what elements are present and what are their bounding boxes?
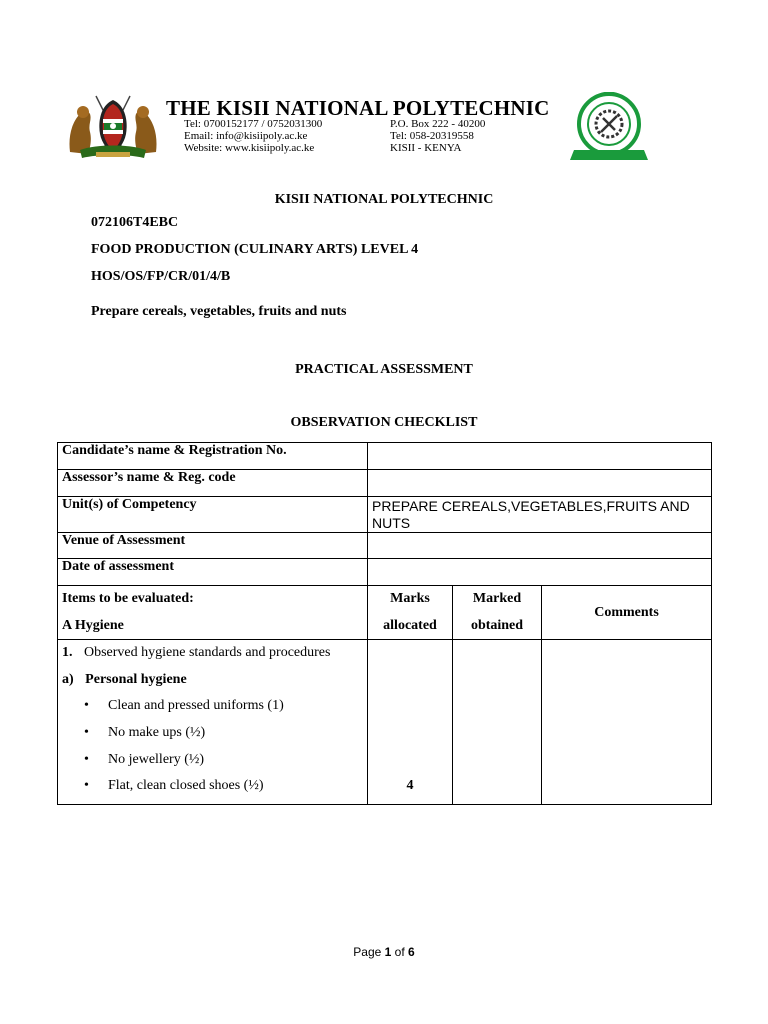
table-row: [58, 533, 712, 559]
letterhead-po-box: P.O. Box 222 - 40200: [390, 118, 486, 130]
page-number: 1: [384, 945, 392, 959]
course-code: 072106T4EBC: [91, 215, 179, 230]
table-row: [58, 470, 712, 497]
bullet-icon: •: [84, 724, 89, 740]
course-title: FOOD PRODUCTION (CULINARY ARTS) LEVEL 4: [91, 242, 419, 257]
items-label: Items to be evaluated:: [62, 591, 194, 606]
date-value-cell: [368, 559, 712, 586]
sub-text: Personal hygiene: [85, 671, 187, 687]
bullet-text: No jewellery (½): [108, 751, 205, 767]
hygiene-items-cell: [58, 640, 368, 805]
item-text: Observed hygiene standards and procedures: [84, 645, 331, 661]
list-item: [62, 773, 363, 800]
candidate-value-cell: [368, 443, 712, 470]
bullet-text: Clean and pressed uniforms (1): [108, 698, 284, 714]
date-label: Date of assessment: [58, 559, 368, 586]
unit-label: Unit(s) of Competency: [58, 497, 368, 533]
bullet-icon: •: [84, 698, 89, 714]
marks-allocated-value: 4: [368, 640, 453, 805]
letterhead-contacts-right: [390, 118, 485, 154]
bullet-text: No make ups (½): [108, 724, 206, 740]
assessor-value-cell: [368, 470, 712, 497]
list-item: [62, 747, 363, 774]
list-item: [62, 720, 363, 747]
venue-value-cell: [368, 533, 712, 559]
checklist-heading: OBSERVATION CHECKLIST: [290, 415, 478, 430]
table-header-row: [58, 586, 712, 640]
letterhead-tel2: Tel: 058-20319558: [390, 130, 474, 142]
page-word: Page: [353, 945, 382, 959]
marks-header-line1: Marks: [390, 591, 430, 606]
list-item: [62, 640, 363, 667]
candidate-label: Candidate’s name & Registration No.: [58, 443, 368, 470]
comments-header: Comments: [542, 586, 712, 640]
assessor-label: Assessor’s name & Reg. code: [58, 470, 368, 497]
marks-header-line2: allocated: [383, 617, 437, 633]
institution-title: KISII NATIONAL POLYTECHNIC: [274, 192, 494, 207]
total-pages: 6: [408, 945, 415, 959]
assessment-heading: PRACTICAL ASSESSMENT: [295, 362, 473, 377]
letterhead-tel: Tel: 0700152177 / 0752031300: [184, 118, 323, 130]
table-row: [58, 640, 712, 805]
list-item: [62, 693, 363, 720]
of-word: of: [394, 945, 405, 959]
letterhead-location: KISII - KENYA: [390, 142, 462, 154]
page-footer: [0, 945, 768, 959]
marked-header-line1: Marked: [472, 591, 522, 606]
sub-letter: a): [62, 671, 74, 687]
letterhead: [66, 90, 656, 165]
letterhead-email: Email: info@kisiipoly.ac.ke: [184, 130, 308, 142]
letterhead-contacts-left: [184, 118, 322, 154]
table-row: [58, 497, 712, 533]
items-header-cell: [58, 586, 368, 640]
bullet-icon: •: [84, 778, 89, 794]
marked-obtained-header: [453, 586, 542, 640]
item-number: 1.: [62, 645, 73, 661]
letterhead-name: THE KISII NATIONAL POLYTECHNIC: [166, 96, 550, 120]
observation-checklist-table: [57, 442, 712, 805]
letterhead-website: Website: www.kisiipoly.ac.ke: [184, 142, 315, 154]
section-label: A Hygiene: [62, 617, 124, 633]
bullet-icon: •: [84, 751, 89, 767]
list-item: [62, 667, 363, 694]
table-row: [58, 559, 712, 586]
unit-value: PREPARE CEREALS,VEGETABLES,FRUITS AND NUTS: [368, 497, 712, 533]
comments-value-cell: [542, 640, 712, 805]
polytechnic-seal-logo: [566, 92, 652, 164]
venue-label: Venue of Assessment: [58, 533, 368, 559]
unit-code: HOS/OS/FP/CR/01/4/B: [91, 269, 231, 284]
bullet-text: Flat, clean closed shoes (½): [108, 778, 264, 794]
table-row: [58, 443, 712, 470]
marks-allocated-header: [368, 586, 453, 640]
kenya-coat-of-arms-logo: [66, 92, 160, 160]
unit-title: Prepare cereals, vegetables, fruits and nuts: [91, 304, 347, 319]
marked-header-line2: obtained: [470, 617, 524, 633]
marked-obtained-value-cell: [453, 640, 542, 805]
